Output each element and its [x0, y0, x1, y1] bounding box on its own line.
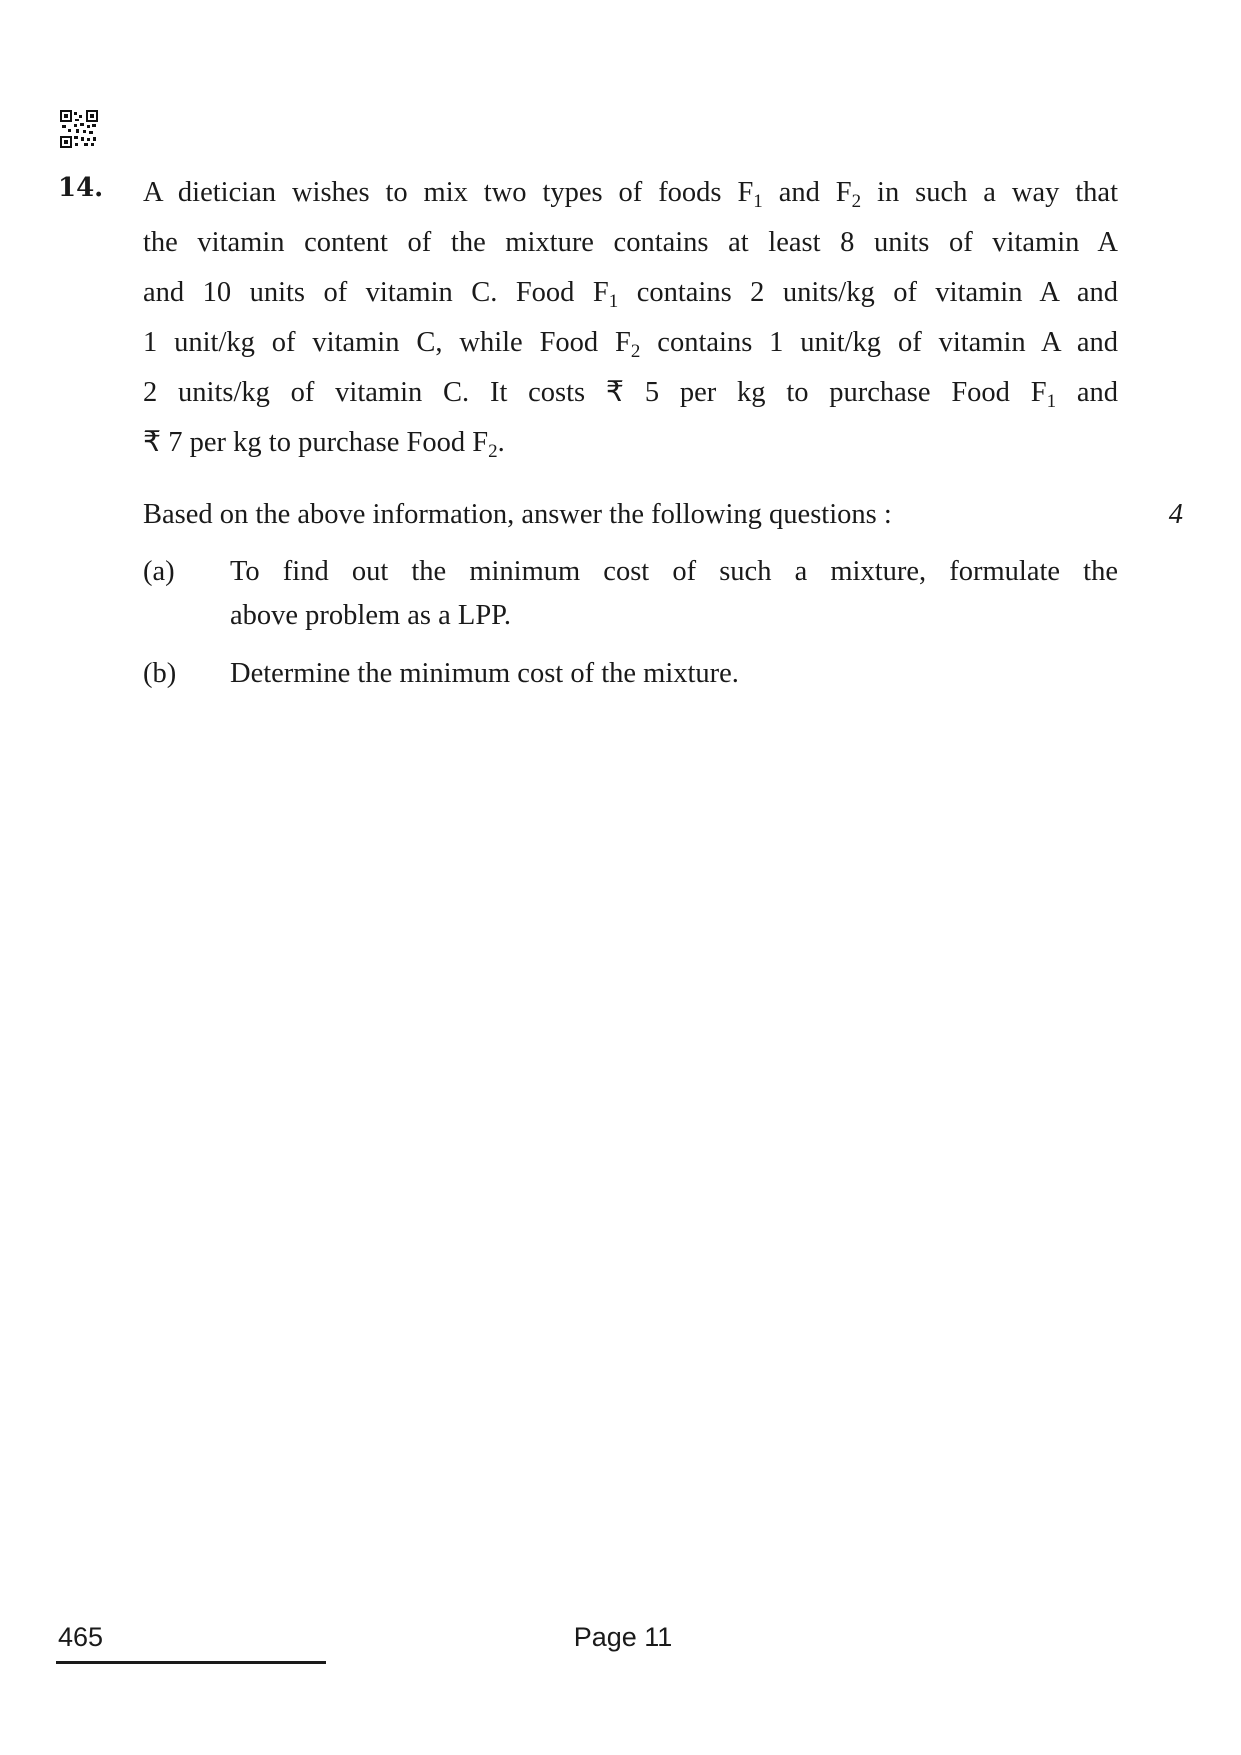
subscript: 1: [1046, 391, 1057, 412]
stem-text: contains 1 unit/kg of vitamin A and: [640, 327, 1118, 358]
part-b-label: (b): [143, 658, 177, 689]
question-marks: 4: [1168, 499, 1183, 530]
stem-text: and F: [762, 177, 852, 208]
subscript: 2: [630, 341, 641, 362]
stem-line: [143, 268, 1118, 318]
footer-divider: [56, 1661, 326, 1664]
qr-code-icon: [60, 110, 98, 148]
stem-line: [143, 368, 1118, 418]
subscript: 2: [488, 441, 498, 462]
subscript: 2: [851, 191, 862, 212]
stem-text: .: [497, 427, 505, 458]
page-number: Page 11: [573, 1622, 673, 1652]
question-number: 14.: [58, 173, 104, 203]
stem-line: [143, 218, 1118, 268]
question-intro: Based on the above information, answer the following questions :: [143, 499, 892, 530]
part-a-text: [230, 550, 1118, 638]
stem-text: in such a way that: [861, 177, 1118, 208]
part-a-line-1: To find out the minimum cost of such a mixture, formulate the: [230, 556, 1118, 587]
stem-text: and 10 units of vitamin C. Food F: [143, 277, 609, 308]
part-b-text: [230, 652, 1118, 696]
stem-text: 1 unit/kg of vitamin C, while Food F: [143, 327, 631, 358]
stem-text: ₹ 7 per kg to purchase Food F: [143, 427, 489, 458]
stem-text: and: [1056, 377, 1118, 408]
paper-code: 465: [58, 1622, 104, 1652]
part-a-label: (a): [143, 556, 175, 587]
stem-text: the vitamin content of the mixture contains at least 8 units of vitamin A: [143, 227, 1118, 258]
stem-line: [143, 318, 1118, 368]
subscript: 1: [753, 191, 763, 212]
stem-line: [143, 418, 1118, 468]
question-stem: [143, 168, 1118, 468]
stem-text: 2 units/kg of vitamin C. It costs ₹ 5 per kg to purchase Food F: [143, 377, 1047, 408]
stem-text: contains 2 units/kg of vitamin A and: [618, 277, 1118, 308]
subscript: 1: [608, 291, 619, 312]
stem-text: A dietician wishes to mix two types of foods F: [143, 177, 754, 208]
part-b-line-1: Determine the minimum cost of the mixture.: [230, 658, 739, 689]
stem-line: [143, 168, 1118, 218]
part-a-line-2: above problem as a LPP.: [230, 600, 511, 631]
